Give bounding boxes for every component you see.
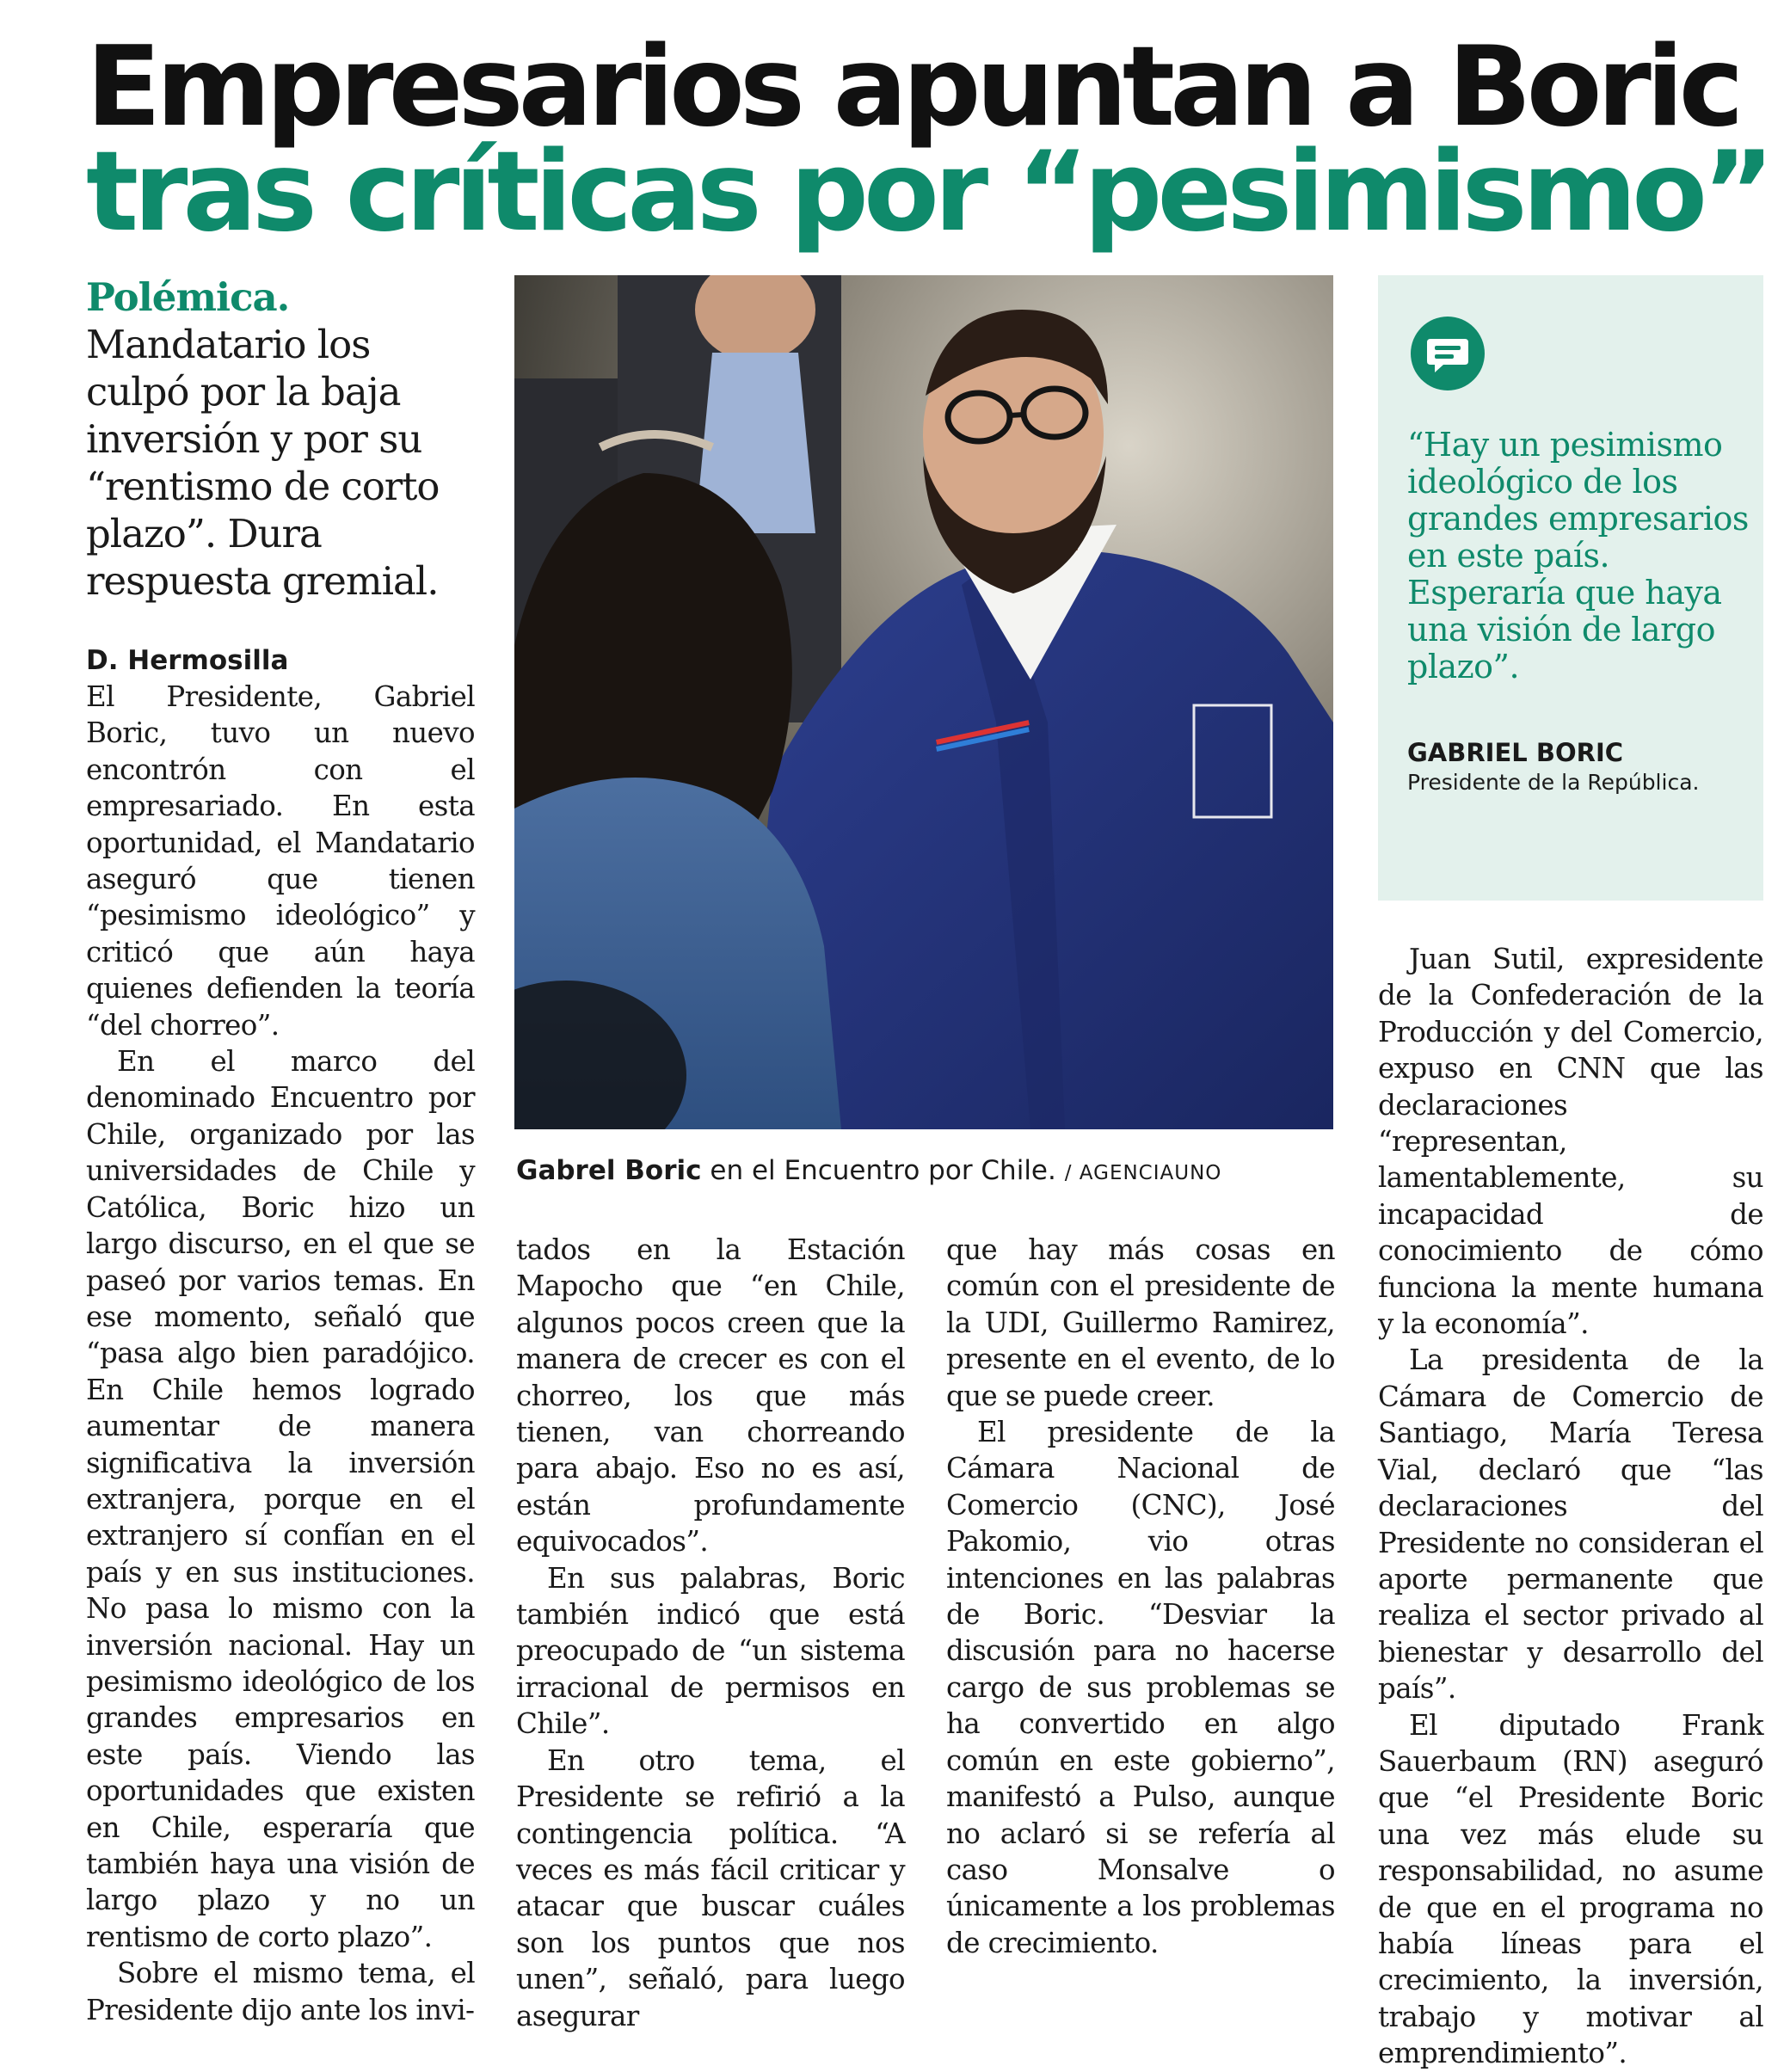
paragraph: En sus palabras, Boric también indicó que está preocupado de “un sistema irracional de permisos en Chile”. (516, 1561, 905, 1741)
paragraph: El presidente de la Cámara Nacional de Comercio (CNC), José Pakomio, vio otras intenciones en las palabras de Boric. “Desviar la discusión para no hacerse cargo de sus problemas se ha convertido en algo común en este gobierno”, manifestó a Pulso, aunque no aclaró si se refería al caso Monsalve o únicamente a los problemas de crecimiento. (946, 1416, 1335, 1959)
caption-text: en el Encuentro por Chile. (710, 1155, 1056, 1186)
pull-quote-box (1378, 275, 1763, 901)
quote-author-name: GABRIEL BORIC (1407, 738, 1624, 767)
caption-name: Gabrel Boric (516, 1155, 702, 1186)
lead-text: Mandatario los culpó por la baja inversión y por su “rentismo de corto plazo”. Dura respuesta gremial. (86, 322, 440, 604)
paragraph: El Presidente, Gabriel Boric, tuvo un nuevo encontrón con el empresariado. En esta oportunidad, el Mandatario aseguró que tienen “pesimismo ideológico” y criticó que aún haya quienes defienden la teoría “del chorreo”. (86, 680, 475, 1042)
byline: D. Hermosilla (86, 645, 289, 676)
paragraph: Sobre el mismo tema, el Presidente dijo ante los invi- (86, 1957, 475, 2026)
headline-line-2: tras críticas por “pesimismo” (86, 128, 1770, 256)
lead-kicker: Polémica. (86, 274, 290, 320)
paragraph: tados en la Estación Mapocho que “en Chile, algunos pocos creen que la manera de crecer es con el chorreo, los que más tienen, van chorreando para abajo. Eso no es así, están profundamente equivocados”. (516, 1233, 905, 1559)
photo-caption (516, 1155, 1342, 1186)
quote-box-tail (1418, 864, 1454, 901)
article-column-3 (946, 1232, 1335, 1961)
paragraph: La presidenta de la Cámara de Comercio de Santiago, María Teresa Vial, declaró que “las declaraciones del Presidente no consideran el aporte permanente que realiza el sector privado al bienestar y desarrollo del país”. (1378, 1343, 1763, 1706)
paragraph: El diputado Frank Sauerbaum (RN) aseguró que “el Presidente Boric una vez más elude su responsabilidad, no asume de que en el programa no había líneas para el crecimiento, la inversión, trabajo y motivar al emprendimiento”. (1378, 1708, 1763, 2070)
paragraph: En el marco del denominado Encuentro por Chile, organizado por las universidades de Chile y Católica, Boric hizo un largo discurso, en el que se paseó por varios temas. En ese momento, señaló que “pasa algo bien paradójico. En Chile hemos logrado aumentar de manera significativa la inversión extranjera, porque en el extranjero sí confían en el país y en sus instituciones. No pasa lo mismo con la inversión nacional. Hay un pesimismo ideológico de los grandes empresarios en este país. Viendo las oportunidades que existen en Chile, esperaría que también haya una visión de largo plazo y no un rentismo de corto plazo”. (86, 1045, 475, 1953)
paragraph: que hay más cosas en común con el presidente de la UDI, Guillermo Ramirez, presente en el evento, de lo que se puede creer. (946, 1233, 1335, 1412)
photo-illustration (514, 275, 1333, 1129)
paragraph: Juan Sutil, expresidente de la Confederación de la Producción y del Comercio, expuso en CNN que las declaraciones “representan, lamentablemente, su incapacidad de conocimiento de cómo funciona la mente humana y la economía”. (1378, 943, 1763, 1341)
pull-quote-text: “Hay un pesimismo ideológico de los grandes empresarios en este país. Esperaría que haya una visión de largo plazo”. (1407, 426, 1749, 686)
article-photo (514, 275, 1333, 1129)
speech-bubble-icon (1411, 317, 1485, 390)
headline-line-1: Empresarios apuntan a Boric (86, 23, 1739, 151)
article-column-4 (1378, 941, 1763, 2072)
lead-summary (86, 274, 464, 605)
quote-author-role: Presidente de la República. (1407, 770, 1700, 795)
article-column-1 (86, 679, 475, 2028)
article-column-2 (516, 1232, 905, 2034)
photo-credit: / AGENCIAUNO (1064, 1162, 1222, 1184)
paragraph: En otro tema, el Presidente se refirió a la contingencia política. “A veces es más fácil criticar y atacar que buscar cuáles son los puntos que nos unen”, señaló, para luego asegurar (516, 1743, 905, 2032)
